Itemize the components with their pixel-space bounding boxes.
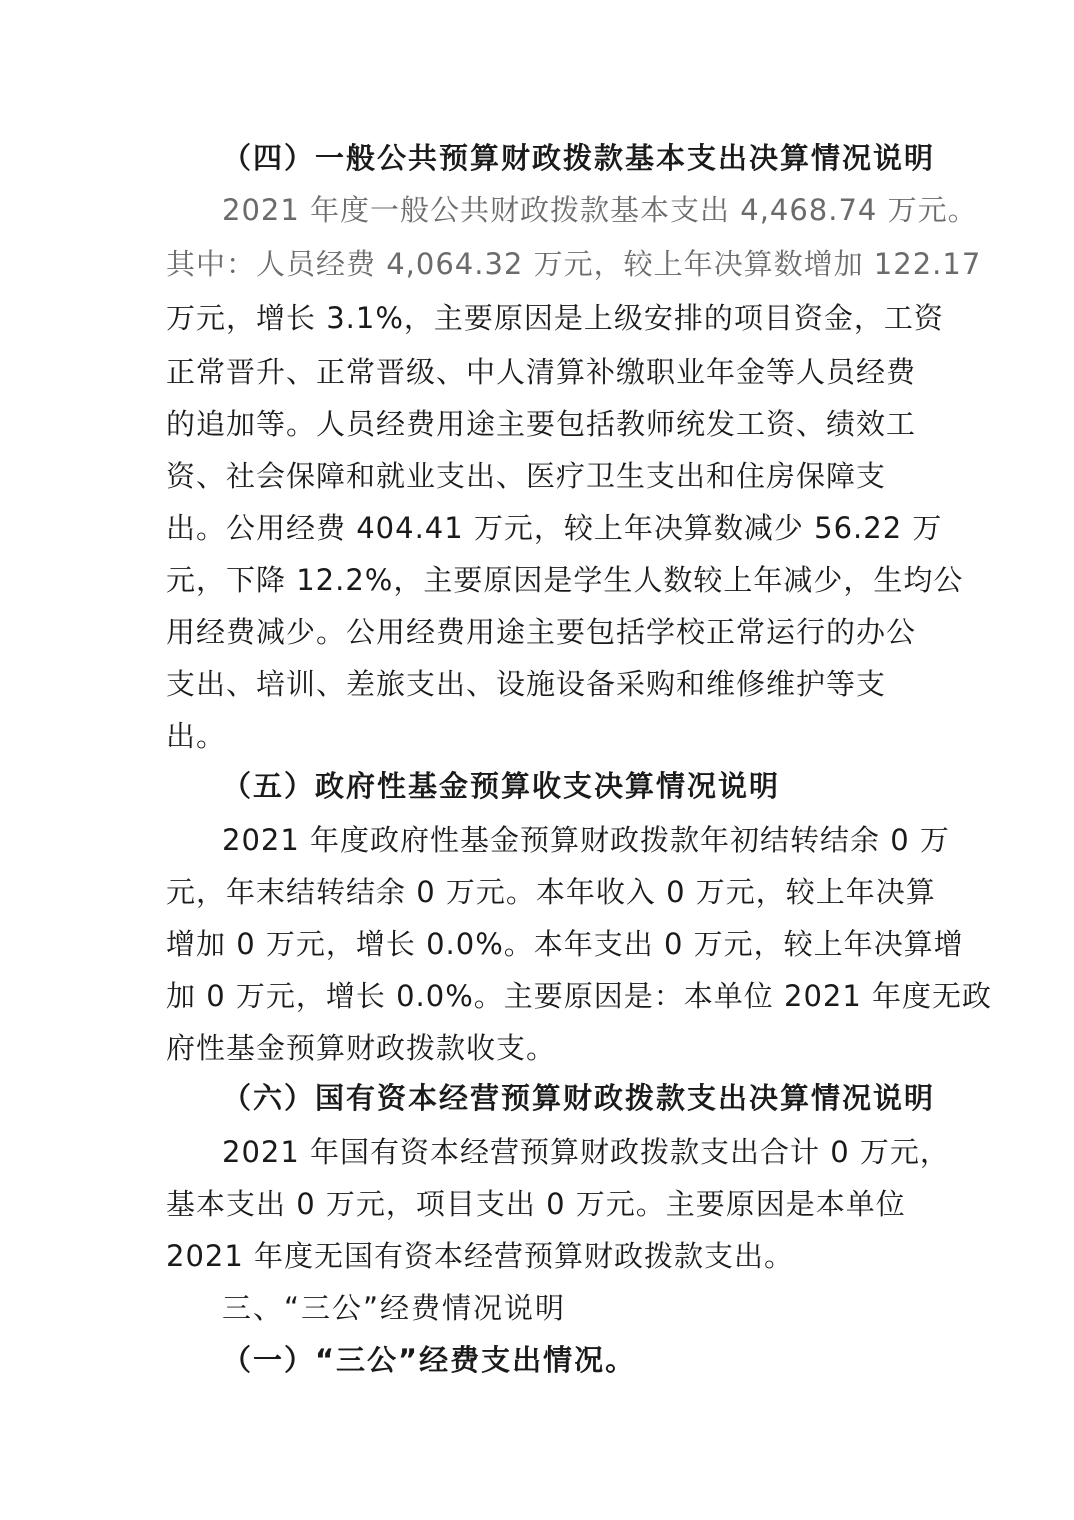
para-5-line-3: 增加 0 万元，增长 0.0%。本年支出 0 万元，较上年决算增 [166, 927, 964, 961]
para-4-line-6: 资、社会保障和就业支出、医疗卫生支出和住房保障支 [166, 459, 887, 493]
para-5-line-1: 2021 年度政府性基金预算财政拨款年初结转结余 0 万 [222, 823, 950, 857]
para-6-line-2: 基本支出 0 万元，项目支出 0 万元。主要原因是本单位 [166, 1187, 906, 1221]
para-6-line-1: 2021 年国有资本经营预算财政拨款支出合计 0 万元， [222, 1135, 950, 1169]
para-4-line-11: 出。 [166, 719, 227, 753]
para-4-line-1: 2021 年度一般公共财政拨款基本支出 4,468.74 万元。 [222, 193, 978, 227]
para-5-line-5: 府性基金预算财政拨款收支。 [166, 1031, 557, 1065]
heading-5: （五）政府性基金预算收支决算情况说明 [222, 769, 781, 803]
heading-4: （四）一般公共预算财政拨款基本支出决算情况说明 [222, 141, 936, 175]
sub-heading-1: （一）“三公”经费支出情况。 [222, 1343, 637, 1377]
heading-6: （六）国有资本经营预算财政拨款支出决算情况说明 [222, 1081, 936, 1115]
para-4-line-2: 其中：人员经费 4,064.32 万元，较上年决算数增加 122.17 [166, 247, 982, 281]
para-5-line-2: 元，年末结转结余 0 万元。本年收入 0 万元，较上年决算 [166, 875, 936, 909]
section-3-heading: 三、“三公”经费情况说明 [222, 1291, 567, 1325]
para-4-line-5: 的追加等。人员经费用途主要包括教师统发工资、绩效工 [166, 407, 917, 441]
para-4-line-10: 支出、培训、差旅支出、设施设备采购和维修维护等支 [166, 667, 887, 701]
para-4-line-8: 元，下降 12.2%，主要原因是学生人数较上年减少，生均公 [166, 563, 964, 597]
para-5-line-4: 加 0 万元，增长 0.0%。主要原因是：本单位 2021 年度无政 [166, 979, 993, 1013]
para-4-line-7: 出。公用经费 404.41 万元，较上年决算数减少 56.22 万 [166, 511, 943, 545]
para-4-line-9: 用经费减少。公用经费用途主要包括学校正常运行的办公 [166, 615, 917, 649]
para-4-line-3: 万元，增长 3.1%，主要原因是上级安排的项目资金，工资 [166, 301, 944, 335]
para-4-line-4: 正常晋升、正常晋级、中人清算补缴职业年金等人员经费 [166, 355, 917, 389]
para-6-line-3: 2021 年度无国有资本经营预算财政拨款支出。 [166, 1239, 795, 1273]
